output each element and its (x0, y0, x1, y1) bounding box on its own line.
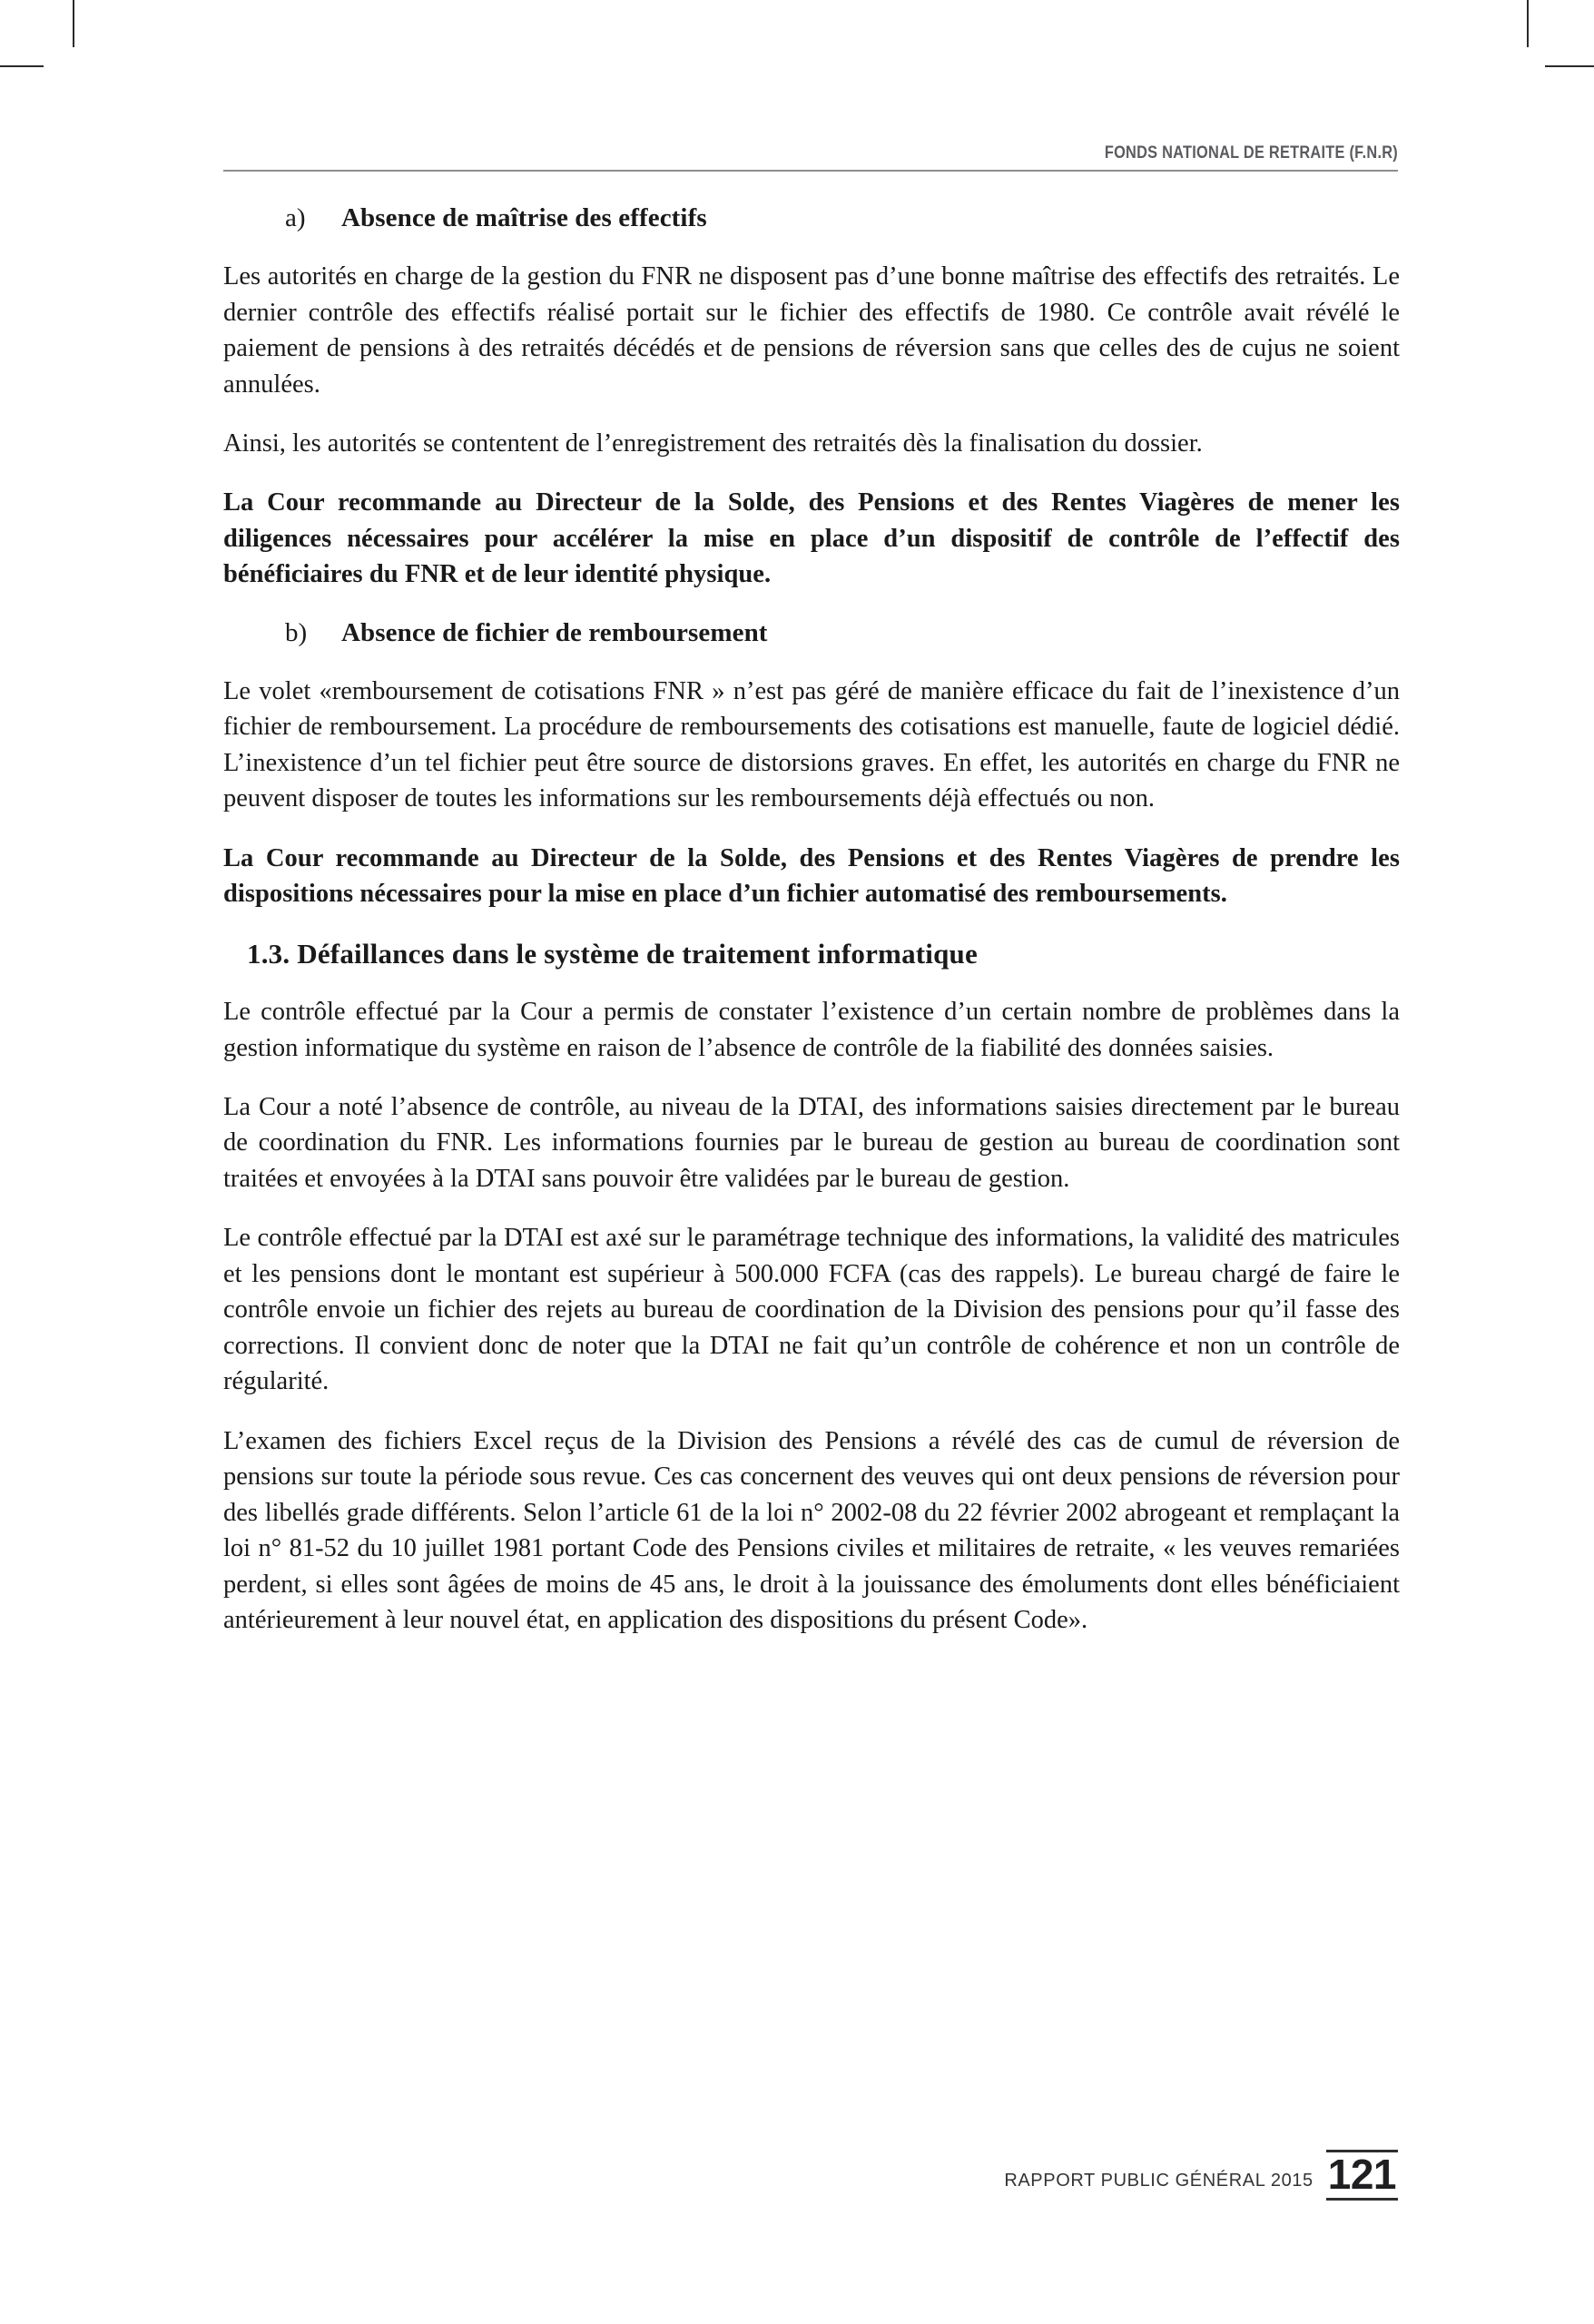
recommendation-b: La Cour recommande au Directeur de la Solde, des Pensions et des Rentes Viagères de prendre les dispositions nécessaires pour la mise en place d’un fichier automatisé des remboursements. (223, 843, 1400, 909)
paragraph-1-3-3: Le contrôle effectué par la DTAI est axé sur le paramétrage technique des informations, la validité des matricules et les pensions dont le montant est supérieur à 500.000 FCFA (cas des rappels). Le bureau chargé de faire le contrôle envoie un fichier des rejets au bureau de coordination de la Division des pensions pour qu’il fasse des corrections. Il convient donc de noter que la DTAI ne fait qu’un contrôle de cohérence et non un contrôle de régularité. (223, 1224, 1400, 1396)
paragraph-1-3-1: Le contrôle effectué par la Cour a permis de constater l’existence d’un certain nombre de problèmes dans la gestion informatique du système en raison de l’absence de contrôle de la fiabilité des données saisies. (223, 998, 1400, 1062)
crop-mark-top-left-horizontal (0, 65, 44, 67)
paragraph-a-1: Les autorités en charge de la gestion du FNR ne disposent pas d’une bonne maîtrise des effectifs des retraités. Le dernier contrôle des effectifs réalisé portait sur le fichier des effectifs de 1980. Ce contrôle avait révélé le paiement de pensions à des retraités décédés et de pensions de réversion sans que celles des de cujus ne soient annulées. (223, 262, 1400, 399)
header-rule (223, 170, 1398, 172)
footer-label: RAPPORT PUBLIC GÉNÉRAL 2015 (1004, 2170, 1314, 2191)
sub-heading-b-marker: b) (285, 617, 308, 647)
paragraph-b-1: Le volet «remboursement de cotisations FNR » n’est pas géré de manière efficace du fait de l’inexistence d’un fichier de remboursement. La procédure de remboursements des cotisations est manuelle, faute de logiciel dédié. L’inexistence d’un tel fichier peut être source de distorsions graves. En effet, les autorités en charge du FNR ne peuvent disposer de toutes les informations sur les remboursements déjà effectués ou non. (223, 676, 1400, 813)
paragraph-1-3-2: La Cour a noté l’absence de contrôle, au niveau de la DTAI, des informations saisies directement par le bureau de coordination du FNR. Les informations fournies par le bureau de gestion au bureau de coordination sont traitées et envoyées à la DTAI sans pouvoir être validées par le bureau de gestion. (223, 1093, 1400, 1193)
crop-mark-top-right-vertical (1527, 0, 1529, 47)
sub-heading-b (223, 616, 1400, 650)
paragraph-a-2: Ainsi, les autorités se contentent de l’enregistrement des retraités dès la finalisation du dossier. (223, 428, 1203, 458)
page-header (223, 143, 1398, 172)
page-number: 121 (1327, 2151, 1396, 2198)
crop-mark-top-left-vertical (73, 0, 74, 47)
page-footer (223, 2150, 1398, 2201)
page-number-box (1326, 2150, 1398, 2201)
sub-heading-a-marker: a) (285, 203, 306, 232)
crop-mark-top-right-horizontal (1545, 65, 1594, 67)
section-heading-1-3: 1.3. Défaillances dans le système de traitement informatique (247, 937, 978, 970)
header-title: FONDS NATIONAL DE RETRAITE (F.N.R) (1104, 143, 1398, 162)
sub-heading-b-title: Absence de fichier de remboursement (341, 617, 768, 647)
paragraph-1-3-4: L’examen des fichiers Excel reçus de la Division des Pensions a révélé des cas de cumul de réversion de pensions sur toute la période sous revue. Ces cas concernent des veuves qui ont deux pensions de réversion pour des libellés grade différents. Selon l’article 61 de la loi n° 2002-08 du 22 février 2002 abrogeant et remplaçant la loi n° 81-52 du 10 juillet 1981 portant Code des Pensions civiles et militaires de retraite, « les veuves remariées perdent, si elles sont âgées de moins de 45 ans, le droit à la jouissance des émoluments dont elles bénéficiaient antérieurement à leur nouvel état, en application des dispositions du présent Code». (223, 1426, 1400, 1635)
recommendation-a: La Cour recommande au Directeur de la Solde, des Pensions et des Rentes Viagères de mener les diligences nécessaires pour accélérer la mise en place d’un dispositif de contrôle de l’effectif des bénéficiaires du FNR et de leur identité physique. (223, 488, 1400, 589)
sub-heading-a-title: Absence de maîtrise des effectifs (341, 203, 707, 232)
page-content (223, 202, 1400, 1662)
sub-heading-a (223, 202, 1400, 235)
